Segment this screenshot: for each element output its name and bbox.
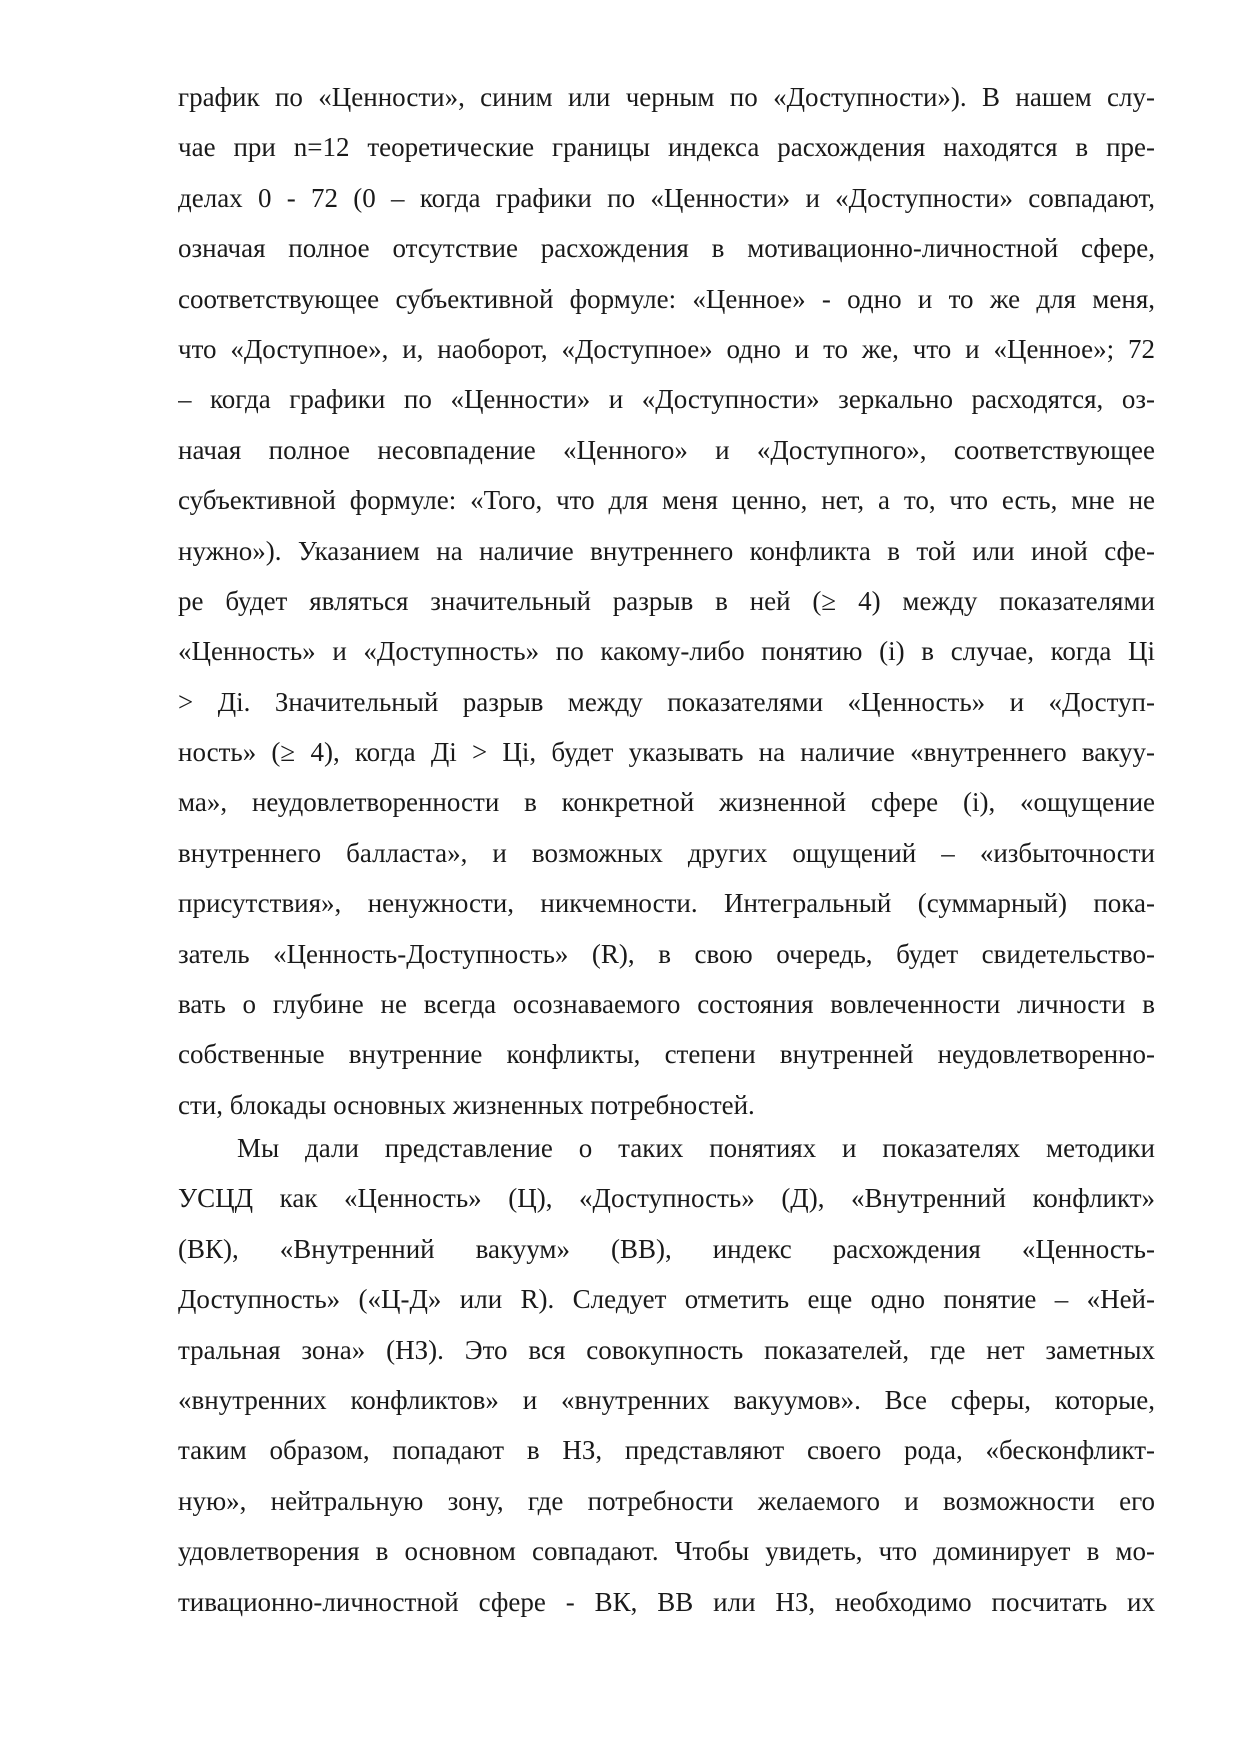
text-line: график по «Ценности», синим или черным по «Доступности»). В нашем слу- [178,82,1155,112]
paragraph-2 [178,1123,1155,1627]
text-line: «Ценность» и «Доступность» по какому-либо понятию (i) в случае, когда Цi [178,636,1155,667]
paragraph-1 [178,72,1155,1130]
text-line: – когда графики по «Ценности» и «Доступности» зеркально расходятся, оз- [178,384,1155,415]
text-line: таким образом, попадают в НЗ, представляют своего рода, «бесконфликт- [178,1435,1155,1466]
text-line: Доступность» («Ц-Д» или R). Следует отметить еще одно понятие – «Ней- [178,1284,1155,1315]
text-line: ре будет являться значительный разрыв в ней (≥ 4) между показателями [178,585,1155,616]
text-line: означая полное отсутствие расхождения в мотивационно-личностной сфере, [178,233,1155,264]
text-line: ма», неудовлетворенности в конкретной жизненной сфере (i), «ощущение [178,787,1155,818]
text-line: внутреннего балласта», и возможных других ощущений – «избыточности [178,837,1155,868]
text-line: затель «Ценность-Доступность» (R), в свою очередь, будет свидетельство- [178,938,1155,969]
text-line: вать о глубине не всегда осознаваемого состояния вовлеченности личности в [178,989,1155,1020]
text-line: что «Доступное», и, наоборот, «Доступное» одно и то же, что и «Ценное»; 72 [178,333,1155,364]
text-line: ность» (≥ 4), когда Дi > Цi, будет указывать на наличие «внутреннего вакуу- [178,737,1155,768]
text-line: «внутренних конфликтов» и «внутренних вакуумов». Все сферы, которые, [178,1384,1155,1415]
text-line: соответствующее субъективной формуле: «Ценное» - одно и то же для меня, [178,283,1155,314]
text-line: (ВК), «Внутренний вакуум» (ВВ), индекс расхождения «Ценность- [178,1233,1155,1264]
text-line: удовлетворения в основном совпадают. Чтобы увидеть, что доминирует в мо- [178,1536,1155,1567]
text-line: субъективной формуле: «Того, что для меня ценно, нет, а то, что есть, мне не [178,485,1155,516]
text-line: присутствия», ненужности, никчемности. Интегральный (суммарный) пока- [178,888,1155,919]
text-line: Мы дали представление о таких понятиях и показателях методики [237,1133,1155,1163]
text-line: нужно»). Указанием на наличие внутреннего конфликта в той или иной сфе- [178,535,1155,566]
text-line: собственные внутренние конфликты, степени внутренней неудовлетворенно- [178,1039,1155,1070]
text-line: тральная зона» (НЗ). Это вся совокупность показателей, где нет заметных [178,1334,1155,1365]
text-line: чае при n=12 теоретические границы индекса расхождения находятся в пре- [178,132,1155,163]
text-line: делах 0 - 72 (0 – когда графики по «Ценности» и «Доступности» совпадают, [178,182,1155,213]
text-line: УСЦД как «Ценность» (Ц), «Доступность» (Д), «Внутренний конфликт» [178,1183,1155,1214]
text-line: сти, блокады основных жизненных потребностей. [178,1089,755,1120]
text-line: начая полное несовпадение «Ценного» и «Доступного», соответствующее [178,434,1155,465]
text-line: тивационно-личностной сфере - ВК, ВВ или НЗ, необходимо посчитать их [178,1586,1155,1617]
text-line: > Дi. Значительный разрыв между показателями «Ценность» и «Доступ- [178,686,1155,717]
text-line: ную», нейтральную зону, где потребности желаемого и возможности его [178,1485,1155,1516]
